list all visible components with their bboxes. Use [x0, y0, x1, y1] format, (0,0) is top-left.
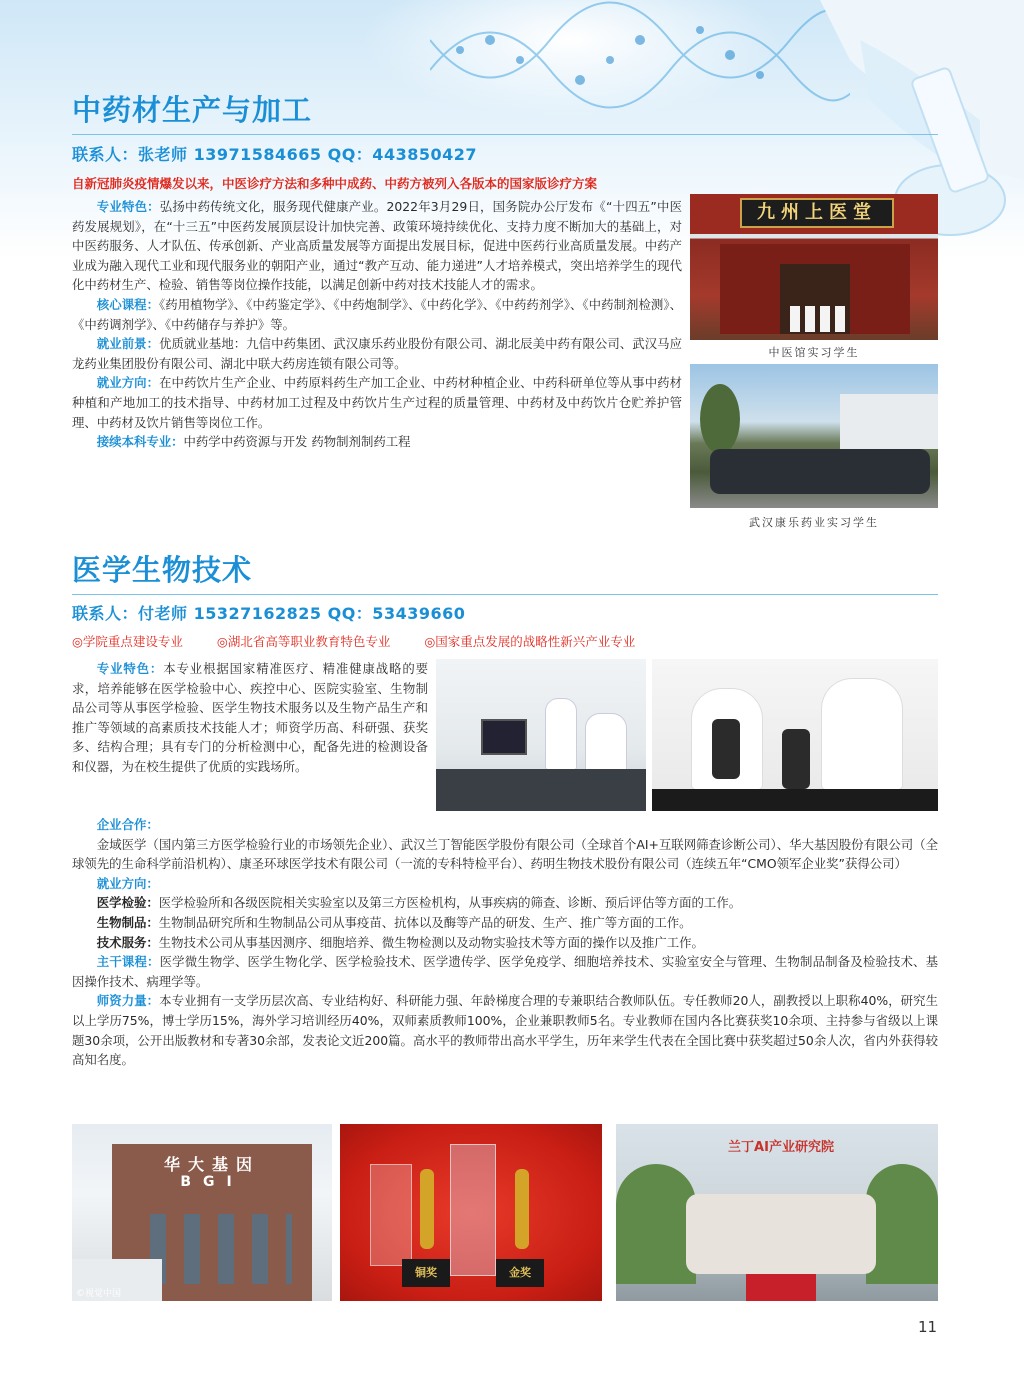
section1-title: 中药材生产与加工: [72, 93, 313, 127]
institute-sign: 兰丁AI产业研究院: [728, 1140, 834, 1155]
bgi-sign: 华大基因: [163, 1155, 260, 1174]
bgi-watermark: ©视觉中国: [76, 1289, 122, 1299]
landing-institute-group-photo: [616, 1124, 938, 1301]
teacher-label: 师资力量：: [96, 993, 160, 1009]
job-item-techservice: 技术服务：生物技术公司从事基因测序、细胞培养、微生物检测以及动物实验技术等方面的操作以及推广工作。: [96, 934, 704, 950]
upgrade-text: 中药学中药资源与开发 药物制剂制药工程: [183, 434, 411, 450]
section1-contact: 联系人：张老师 13971584665 QQ：443850427: [72, 145, 478, 164]
bio-direction-heading: [72, 874, 938, 894]
coop-label: 企业合作：: [96, 817, 159, 832]
section2-body: [72, 815, 938, 1070]
feature-paragraph: [72, 197, 682, 295]
tag-provincial: ◎湖北省高等职业教育特色专业: [216, 634, 391, 649]
feature-text: 弘扬中药传统文化，服务现代健康产业。2022年3月29日，国务院办公厅发布《“十四五”中医药发展规划》，在“十三五”中医药发展顶层设计加快完善、政策环境持续优化、支持力度不断加大的基础上，对中医药服务、人才队伍、传承创新、产业高质量发展等方面提出发展目标，促进中医药行业高质量发展。中药产业成为融入现代工业和现代服务业的朝阳产业，通过“教产互动、能力递进”人才培养模式，突出培养学生的现代化中药材生产、检验、销售等岗位操作技能，以满足创新中药对技术技能人才的需求。: [72, 199, 683, 293]
bio-feature-text: 本专业根据国家精准医疗、精准健康战略的要求，培养能够在医学检验中心、疾控中心、医院实验室、生物制品公司等从事医学检验、医学生物技术服务以及生物产品生产和推广等领域的高素质技术技能人才；师资学历高、科研强、获奖多、结构合理；具有专门的分析检测中心，配备先进的检测设备和仪器，为在校生提供了优质的实践场所。: [72, 661, 429, 774]
prospect-label: 就业前景：: [96, 336, 160, 352]
bronze-award-plaque: 铜奖: [402, 1259, 450, 1287]
lab-computer-photo: [436, 659, 646, 811]
coop-heading: [72, 815, 938, 835]
upgrade-paragraph: [72, 432, 682, 452]
direction-paragraph: [72, 373, 682, 432]
awards-trophies-photo: [340, 1124, 602, 1301]
section1-body: [72, 197, 682, 452]
tag-key-major: ◎学院重点建设专业: [72, 634, 183, 649]
bio-course-paragraph: [72, 952, 938, 991]
photo1-caption: 中医馆实习学生: [768, 346, 860, 359]
course-label: 核心课程：: [96, 296, 160, 312]
tcm-clinic-photo: [690, 194, 938, 340]
bio-feature-label: 专业特色：: [96, 661, 164, 676]
course-text: 《药用植物学》、《中药鉴定学》、《中药炮制学》、《中药化学》、《中药药剂学》、《中药制剂检测》、《中药调剂学》、《中药储存与养护》等。: [72, 296, 682, 332]
direction-text: 在中药饮片生产企业、中药原料药生产加工企业、中药材种植企业、中药科研单位等从事中药材种植和产地加工的技术指导、中药材加工过程及中药饮片生产过程的质量管理、中药材及中药饮片仓贮养护管理、中药材及饮片销售等岗位工作。: [72, 375, 683, 430]
bgi-sign-latin: BGI: [180, 1174, 244, 1190]
prospect-text: 优质就业基地：九信中药集团、武汉康乐药业股份有限公司、湖北辰美中药有限公司、武汉马应龙药业集团股份有限公司、湖北中联大药房连锁有限公司等。: [72, 336, 683, 371]
course-paragraph: [72, 295, 682, 334]
bio-course-text: 医学微生物学、医学生物化学、医学检验技术、医学遗传学、医学免疫学、细胞培养技术、实验室安全与管理、生物制品制备及检验技术、基因操作技术、病理学等。: [72, 954, 939, 989]
photo2-caption: 武汉康乐药业实习学生: [749, 516, 879, 529]
section2-feature: [72, 659, 428, 777]
teacher-paragraph: [72, 991, 938, 1069]
prospect-paragraph: [72, 334, 682, 373]
group-photo-pharma: [690, 364, 938, 508]
section2-divider: [72, 594, 938, 595]
bio-course-label: 主干课程：: [96, 954, 160, 970]
bio-direction-label: 就业方向：: [96, 875, 159, 891]
section2-title: 医学生物技术: [72, 553, 253, 587]
feature-label: 专业特色：: [96, 199, 160, 214]
coop-text: 金域医学（国内第三方医学检验行业的市场领先企业）、武汉兰丁智能医学股份有限公司（全球首个AI+互联网筛查诊断公司）、华大基因股份有限公司（全球领先的生命科学前沿机构）、康圣环球医学技术有限公司（一流的专科特检平台）、药明生物技术股份有限公司（连续五年“CMO领军企业奖”获得公司）: [72, 836, 938, 872]
section1-highlight: 自新冠肺炎疫情爆发以来，中医诊疗方法和多种中成药、中药方被列入各版本的国家版诊疗方案: [72, 176, 598, 191]
upgrade-label: 接续本科专业：: [96, 434, 184, 450]
job-item-testing: 医学检验：医学检验所和各级医院相关实验室以及第三方医检机构，从事疾病的筛查、诊断、预后评估等方面的工作。: [96, 895, 742, 911]
section1-divider: [72, 134, 938, 135]
direction-label: 就业方向：: [96, 375, 160, 391]
bgi-building-photo: [72, 1124, 332, 1301]
section2-tags: [72, 632, 665, 650]
bio-feature-paragraph: [72, 659, 428, 777]
tag-national: ◎国家重点发展的战略性新兴产业专业: [424, 634, 636, 649]
gold-award-plaque: 金奖: [496, 1259, 544, 1287]
teacher-text: 本专业拥有一支学历层次高、专业结构好、科研能力强、年龄梯度合理的专兼职结合教师队伍。专任教师20人，副教授以上职称40%，研究生以上学历75%，博士学历15%，海外学习培训经历40%，双师素质教师100%，企业兼职教师5名。专业教师在国内各比赛获奖10余项、主持参与省级以上课题30余项，公开出版教材和专著30余部，发表论文近200篇。高水平的教师带出高水平学生，历年来学生代表在全国比赛中获奖超过50余人次，省内外获得较高知名度。: [72, 993, 939, 1068]
page-number: 11: [918, 1318, 938, 1336]
section2-contact: 联系人：付老师 15327162825 QQ：53439660: [72, 604, 466, 623]
clinic-sign: 九州上医堂: [740, 198, 894, 228]
lab-microscope-photo: [652, 659, 938, 811]
job-item-bioproducts: 生物制品：生物制品研究所和生物制品公司从事疫苗、抗体以及酶等产品的研发、生产、推广等方面的工作。: [96, 914, 692, 930]
